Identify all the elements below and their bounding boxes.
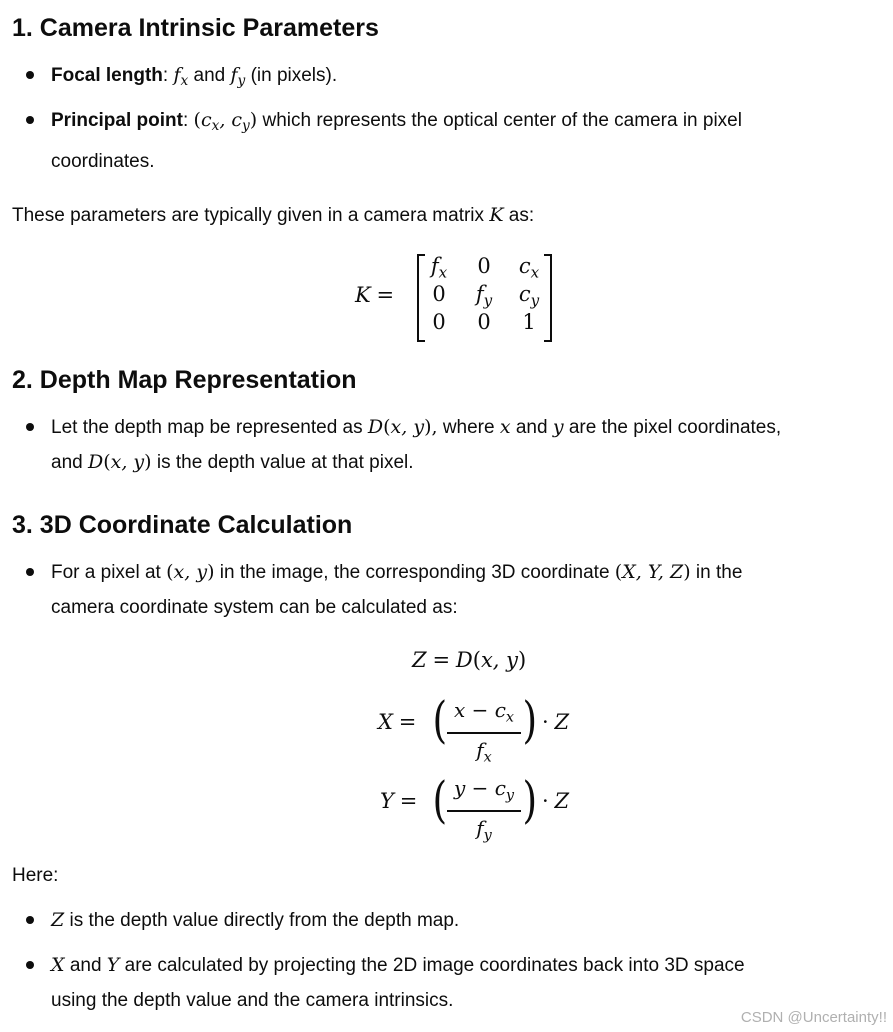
equation-Y-rhs: · Z (542, 789, 570, 813)
math-XYZ: (X, Y, Z) (614, 561, 691, 583)
colon: : (162, 65, 169, 86)
fraction-X (447, 697, 521, 770)
paren-right: ) (522, 771, 538, 829)
text-in-pixels: (in pixels). (250, 65, 338, 86)
text-and: and (515, 417, 548, 438)
colon: : (182, 110, 189, 131)
frac-denominator: $f_x$ (476, 737, 492, 766)
watermark: CSDN @Uncertainty!! (740, 1009, 887, 1026)
bullet-dot (26, 916, 34, 924)
heading-camera-intrinsics: 1. Camera Intrinsic Parameters (12, 14, 379, 42)
paragraph-here: Here: (12, 865, 59, 886)
equation-Z: Z = D(x, y) (412, 648, 527, 672)
bullet-dot (26, 568, 34, 576)
bullet-dot (26, 423, 34, 431)
math-Dxy: D(x, y) (87, 451, 152, 473)
heading-3d-coordinate: 3. 3D Coordinate Calculation (12, 511, 353, 539)
text-pixel-coords: are the pixel coordinates, (568, 417, 782, 438)
equation-X-rhs: · Z (542, 710, 570, 734)
principal-point-label: Principal point (51, 110, 183, 131)
text-depth-intro: Let the depth map be represented as (51, 417, 363, 438)
frac-numerator: $x - c_x$ (453, 698, 515, 726)
math-Dxy: D(x, y), (367, 416, 438, 438)
fraction-Y (447, 775, 521, 848)
frac-bar (447, 732, 521, 734)
paren-left: ( (432, 771, 448, 829)
matrix-cell: 0 (477, 254, 491, 278)
equation-X-lhs: X = (378, 710, 417, 734)
text-and: and (51, 452, 83, 473)
list-item-text (51, 410, 886, 480)
text-corresponding: in the image, the corresponding 3D coordinate (219, 562, 610, 583)
frac-numerator: $y - c_y$ (453, 776, 515, 804)
equation-Y-lhs: Y = (380, 789, 418, 813)
paren-left: ( (432, 691, 448, 749)
math-x: x (499, 416, 511, 438)
bullet-dot (26, 116, 34, 124)
list-item-text (51, 58, 886, 99)
matrix-cell: $f_x$ (430, 254, 448, 282)
matrix-cell: 0 (477, 310, 491, 334)
paren-right: ) (522, 691, 538, 749)
text-depth-value: is the depth value at that pixel. (156, 452, 414, 473)
text-using-depth: using the depth value and the camera intrinsics. (51, 990, 454, 1011)
math-fx: $f_x$ (173, 64, 189, 90)
text-projecting: are calculated by projecting the 2D image coordinates back into 3D space (124, 955, 745, 976)
matrix-cell: $c_y$ (518, 282, 540, 310)
text-camera-system: camera coordinate system can be calculated as: (51, 597, 458, 618)
math-K-equals: K = (355, 283, 395, 307)
math-K: K (489, 204, 504, 226)
math-Y: Y (106, 954, 120, 976)
frac-bar (447, 810, 521, 812)
matrix-cell: $c_x$ (518, 254, 540, 282)
paragraph-camera-matrix (12, 200, 534, 231)
text-in-the: in the (695, 562, 743, 583)
math-Z: Z (51, 909, 65, 931)
math-fy: $f_y$ (230, 64, 246, 90)
text-and: and (193, 65, 226, 86)
matrix-cell: $f_y$ (475, 282, 493, 310)
heading-depth-map: 2. Depth Map Representation (12, 366, 357, 394)
matrix-cell: 0 (432, 282, 446, 306)
bullet-dot (26, 71, 34, 79)
text-Z-desc: is the depth value directly from the depth map. (69, 910, 460, 931)
math-cx-cy: ($c_x$, $c_y$) (193, 109, 258, 135)
text-where: where (442, 417, 495, 438)
list-item-text (51, 903, 886, 938)
focal-length-label: Focal length (51, 65, 163, 86)
list-item-text (51, 103, 886, 179)
math-X: X (51, 954, 65, 976)
list-item-text (51, 555, 886, 625)
text-and: and (69, 955, 102, 976)
bullet-dot (26, 961, 34, 969)
matrix-cell: 0 (432, 310, 446, 334)
matrix-cell: 1 (522, 310, 536, 334)
math-xy: (x, y) (166, 561, 215, 583)
list-item-text (51, 948, 886, 1018)
text-camera-matrix: These parameters are typically given in a camera matrix (12, 205, 485, 226)
math-y: y (552, 416, 564, 438)
text-for-pixel: For a pixel at (51, 562, 161, 583)
text-as: as: (508, 205, 535, 226)
camera-matrix (417, 254, 552, 340)
text-coordinates: coordinates. (51, 151, 155, 173)
text-principal-desc: which represents the optical center of the camera in pixel (262, 110, 742, 131)
frac-denominator: $f_y$ (476, 815, 492, 844)
